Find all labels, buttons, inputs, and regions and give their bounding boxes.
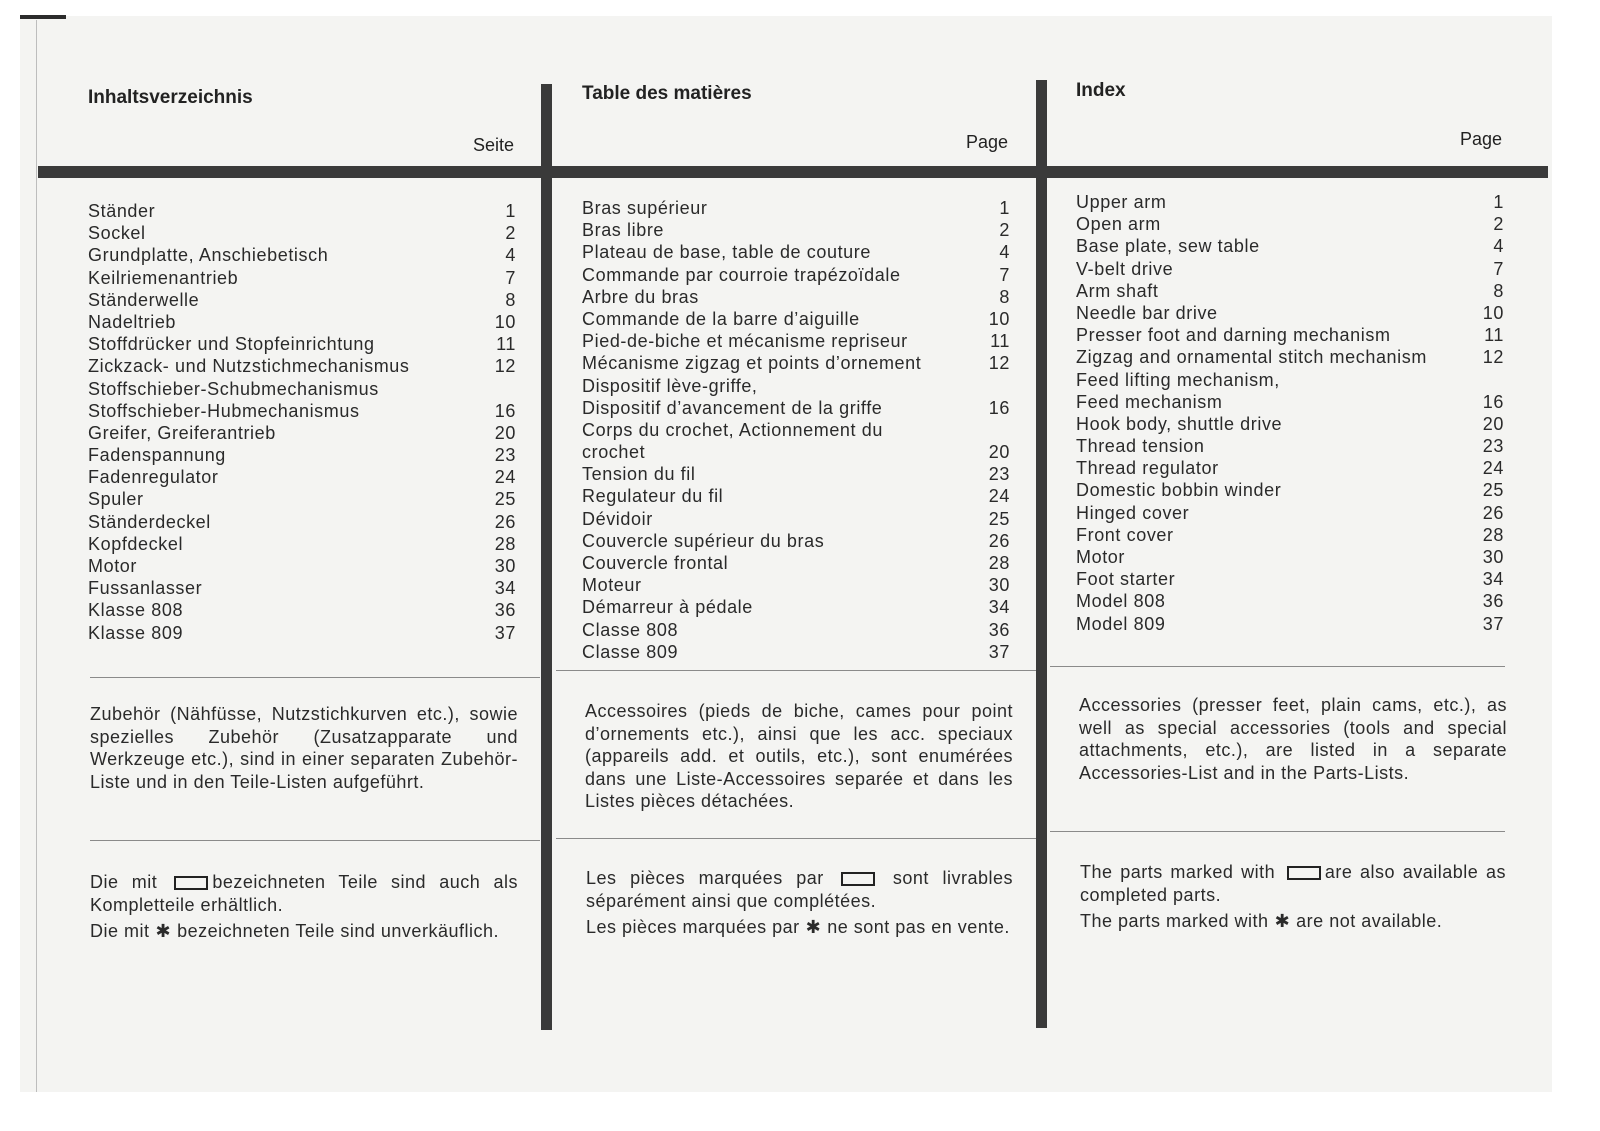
toc-entry-page: 4: [999, 242, 1010, 263]
toc-entry-title: Pied-de-biche et mécanisme repriseur: [582, 331, 908, 352]
toc-entry-title: Ständerdeckel: [88, 511, 211, 532]
page-edge-mark: [20, 15, 66, 19]
toc-entry: [88, 445, 516, 467]
toc-entry-title: Model 809: [1076, 613, 1166, 634]
toc-entry-page: 1: [505, 201, 516, 221]
toc-entry-page: 24: [988, 486, 1010, 507]
toc-entry-title: Base plate, sew table: [1076, 236, 1260, 257]
toc-entry-page: 7: [999, 264, 1010, 285]
toc-entry-page: 12: [494, 356, 516, 377]
parts-note-fr: [586, 867, 1013, 943]
toc-entry: [1076, 370, 1504, 392]
toc-entry: [582, 642, 1010, 664]
toc-entry-title: Regulateur du fil: [582, 486, 724, 507]
toc-entry-page: 24: [1482, 458, 1504, 479]
toc-entry: [582, 198, 1010, 220]
toc-entry-title: Arm shaft: [1076, 280, 1159, 301]
toc-entry-page: 10: [988, 308, 1010, 329]
toc-entry: [582, 486, 1010, 508]
toc-entry-title: Front cover: [1076, 524, 1174, 545]
toc-entry-page: 4: [505, 245, 516, 266]
toc-entry: [1076, 414, 1504, 436]
toc-entry-page: 20: [494, 422, 516, 443]
toc-entry-title: Grundplatte, Anschiebetisch: [88, 245, 329, 266]
toc-entry-page: 36: [988, 619, 1010, 640]
toc-entry-page: 26: [1482, 502, 1504, 523]
note-text: bezeichneten Teile sind unverkäuflich.: [177, 921, 499, 941]
not-available-star-icon: ✱: [805, 917, 822, 937]
toc-entry: [582, 287, 1010, 309]
toc-entry-page: 7: [505, 267, 516, 288]
toc-entry-title: Fussanlasser: [88, 578, 203, 599]
toc-entry-page: 8: [505, 289, 516, 310]
toc-entry-page: 23: [1482, 436, 1504, 457]
page-label-de: Seite: [472, 135, 514, 155]
toc-entry-page: 37: [988, 641, 1010, 662]
toc-entry-title: crochet: [582, 442, 646, 463]
page-edge-line: [36, 20, 37, 1092]
toc-entry-page: 25: [494, 489, 516, 510]
toc-entry-title: Couvercle supérieur du bras: [582, 530, 825, 551]
toc-entry: [88, 578, 516, 600]
toc-entry-title: Klasse 808: [88, 600, 184, 621]
toc-entry-page: 30: [494, 556, 516, 576]
toc-entry-title: Bras supérieur: [582, 198, 708, 218]
toc-entry: [88, 356, 516, 378]
toc-entry-title: Démarreur à pédale: [582, 597, 753, 618]
toc-entry-page: 30: [988, 575, 1010, 596]
toc-entry: [88, 201, 516, 223]
toc-entry-page: 11: [1484, 325, 1504, 346]
parts-note-de: [90, 871, 518, 947]
toc-entry: [88, 401, 516, 423]
toc-entry: [88, 379, 516, 401]
toc-entry: [88, 534, 516, 556]
separator-rule: [90, 840, 540, 841]
toc-entry: [88, 512, 516, 534]
toc-entry: [582, 265, 1010, 287]
toc-entry-title: Klasse 809: [88, 622, 184, 643]
toc-entry-page: 1: [999, 198, 1010, 218]
toc-entry: [1076, 192, 1504, 214]
toc-entry-page: 10: [1482, 302, 1504, 323]
toc-entry: [582, 597, 1010, 619]
not-available-star-icon: ✱: [1274, 911, 1291, 931]
toc-entry: [582, 553, 1010, 575]
toc-entry-page: 25: [1482, 480, 1504, 501]
toc-entry-title: Foot starter: [1076, 569, 1176, 590]
separator-rule: [1050, 831, 1505, 832]
toc-entry-page: 2: [1493, 214, 1504, 235]
toc-entry-title: Bras libre: [582, 220, 665, 241]
toc-entry-page: 7: [1493, 258, 1504, 279]
toc-entry: [88, 312, 516, 334]
toc-entry: [582, 531, 1010, 553]
toc-entry-page: 37: [1482, 613, 1504, 634]
toc-entry: [582, 442, 1010, 464]
toc-entry: [582, 509, 1010, 531]
toc-entry-title: Domestic bobbin winder: [1076, 480, 1282, 501]
toc-entry-title: Keilriemenantrieb: [88, 267, 239, 288]
toc-entry: [582, 376, 1010, 398]
toc-entry-page: 37: [494, 622, 516, 643]
toc-entry-page: 11: [990, 331, 1010, 352]
toc-entry: [1076, 236, 1504, 258]
complete-part-box-icon: [841, 872, 875, 886]
separator-rule: [556, 838, 1036, 839]
parts-note-en: [1080, 861, 1506, 937]
toc-entry-title: Open arm: [1076, 214, 1161, 235]
toc-entry-page: 28: [988, 553, 1010, 573]
toc-list-fr: [582, 198, 1010, 664]
column-heading-de: Inhaltsverzeichnis: [88, 87, 253, 108]
toc-entry: [582, 464, 1010, 486]
page-label-fr: Page: [965, 132, 1008, 152]
toc-entry-title: Classe 808: [582, 619, 679, 640]
toc-entry-page: 28: [494, 533, 516, 554]
toc-entry: [582, 353, 1010, 375]
toc-entry-page: 2: [505, 223, 516, 244]
accessories-paragraph-fr: Accessoires (pieds de biche, cames pour point d’ornements etc.), ainsi que les acc. speciaux (appareils add. et outils, etc.), sont enumérées dans une Liste-Accessoires separée et dans les Listes pièces détachées.: [585, 701, 1013, 811]
toc-entry: [1076, 303, 1504, 325]
toc-entry-page: 34: [1482, 569, 1504, 590]
toc-entry-title: Arbre du bras: [582, 286, 699, 307]
toc-entry: [1076, 325, 1504, 347]
toc-entry: [1076, 614, 1504, 636]
toc-entry-page: 30: [1482, 547, 1504, 567]
toc-entry-title: Presser foot and darning mechanism: [1076, 325, 1391, 346]
toc-entry-title: Hinged cover: [1076, 502, 1190, 523]
note-text: Die mit: [90, 921, 150, 941]
toc-entry: [1076, 347, 1504, 369]
toc-entry-page: 36: [494, 600, 516, 621]
toc-entry: [1076, 259, 1504, 281]
toc-list-de: [88, 201, 516, 645]
toc-entry: [88, 600, 516, 622]
separator-rule: [1050, 666, 1505, 667]
toc-entry-title: Needle bar drive: [1076, 302, 1218, 323]
toc-entry: [88, 556, 516, 578]
toc-entry-page: 23: [494, 445, 516, 466]
toc-entry: [1076, 458, 1504, 480]
toc-entry-title: Ständer: [88, 201, 156, 221]
column-divider-1: [541, 84, 552, 1030]
toc-entry-title: Thread tension: [1076, 436, 1205, 457]
toc-entry-title: Stoffschieber-Schubmechanismus: [88, 378, 379, 399]
toc-entry: [582, 242, 1010, 264]
toc-entry-page: 12: [1482, 347, 1504, 368]
toc-entry: [1076, 503, 1504, 525]
toc-entry-title: Hook body, shuttle drive: [1076, 413, 1283, 434]
toc-entry: [88, 623, 516, 645]
toc-entry: [1076, 547, 1504, 569]
toc-entry-page: 23: [988, 464, 1010, 485]
toc-entry-page: 26: [988, 530, 1010, 551]
note-text: ne sont pas en vente.: [827, 917, 1010, 937]
toc-entry-page: 20: [988, 442, 1010, 463]
complete-part-box-icon: [1287, 866, 1321, 880]
toc-entry-page: 16: [1482, 391, 1504, 412]
note-text: The parts marked with: [1080, 911, 1269, 931]
toc-entry-title: Zigzag and ornamental stitch mechanism: [1076, 347, 1427, 368]
toc-entry-page: 10: [494, 311, 516, 332]
toc-entry: [88, 489, 516, 511]
note-text: The parts marked with: [1080, 862, 1276, 882]
toc-entry-page: 12: [988, 353, 1010, 374]
toc-entry: [88, 423, 516, 445]
toc-entry-page: 2: [999, 220, 1010, 241]
note-text: are not available.: [1296, 911, 1443, 931]
toc-entry-page: 20: [1482, 413, 1504, 434]
toc-entry-page: 28: [1482, 524, 1504, 545]
toc-entry: [88, 334, 516, 356]
note-text: Les pièces marquées par: [586, 868, 824, 888]
column-heading-en: Index: [1076, 80, 1126, 101]
toc-entry: [582, 620, 1010, 642]
not-available-star-icon: ✱: [155, 921, 172, 941]
toc-entry: [1076, 436, 1504, 458]
toc-entry: [582, 420, 1010, 442]
toc-entry-title: Feed mechanism: [1076, 391, 1223, 412]
toc-entry-page: 16: [494, 400, 516, 421]
note-text: sont livrables séparément ainsi que complétées.: [586, 868, 1013, 911]
toc-entry: [1076, 569, 1504, 591]
toc-entry-title: Dispositif lève-griffe,: [582, 375, 758, 396]
toc-entry-title: Ständerwelle: [88, 289, 200, 310]
toc-entry-title: Thread regulator: [1076, 458, 1219, 479]
accessories-paragraph-en: Accessories (presser feet, plain cams, etc.), as well as special accessories (tools and special attachments, etc.), are listed in a separate Accessories-List and in the Parts-Lists.: [1079, 695, 1507, 783]
toc-entry: [88, 245, 516, 267]
toc-entry-title: V-belt drive: [1076, 258, 1174, 279]
toc-entry: [1076, 214, 1504, 236]
toc-entry-page: 34: [494, 578, 516, 599]
note-text: bezeichneten Teile sind auch als Kompletteile erhältlich.: [90, 872, 518, 915]
toc-entry-title: Feed lifting mechanism,: [1076, 369, 1280, 390]
toc-entry: [88, 290, 516, 312]
toc-entry-title: Motor: [88, 556, 138, 576]
toc-entry: [582, 331, 1010, 353]
toc-entry-title: Dispositif d’avancement de la griffe: [582, 397, 883, 418]
toc-entry: [88, 467, 516, 489]
toc-entry: [1076, 392, 1504, 414]
accessories-paragraph-de: Zubehör (Nähfüsse, Nutzstichkurven etc.), sowie spezielles Zubehör (Zusatzapparate und Werkzeuge etc.), sind in einer separaten Zubehör-Liste und in den Teile-Listen aufgeführt.: [90, 704, 518, 792]
toc-entry-title: Mécanisme zigzag et points d’ornement: [582, 353, 922, 374]
toc-entry-page: 4: [1493, 236, 1504, 257]
toc-entry-page: 36: [1482, 591, 1504, 612]
toc-entry: [582, 309, 1010, 331]
toc-entry-title: Sockel: [88, 223, 146, 244]
toc-entry-title: Motor: [1076, 547, 1126, 567]
note-text: are also available as completed parts.: [1080, 862, 1506, 905]
toc-entry-title: Plateau de base, table de couture: [582, 242, 871, 263]
toc-entry-title: Corps du crochet, Actionnement du: [582, 419, 883, 440]
toc-entry-page: 26: [494, 511, 516, 532]
toc-entry: [1076, 281, 1504, 303]
toc-entry: [88, 268, 516, 290]
toc-entry-title: Zickzack- und Nutzstichmechanismus: [88, 356, 410, 377]
toc-entry: [582, 220, 1010, 242]
page-label-en: Page: [1459, 129, 1502, 149]
toc-list-en: [1076, 192, 1504, 636]
toc-entry-page: 11: [496, 334, 516, 355]
toc-entry-page: 24: [494, 467, 516, 488]
toc-entry-page: 16: [988, 397, 1010, 418]
toc-entry: [582, 398, 1010, 420]
toc-entry-title: Fadenspannung: [88, 445, 226, 466]
toc-entry-title: Stoffdrücker und Stopfeinrichtung: [88, 334, 375, 355]
toc-entry: [1076, 525, 1504, 547]
toc-entry: [1076, 591, 1504, 613]
toc-entry: [88, 223, 516, 245]
toc-entry-title: Model 808: [1076, 591, 1166, 612]
toc-entry-page: 8: [1493, 280, 1504, 301]
toc-entry-title: Moteur: [582, 575, 642, 596]
complete-part-box-icon: [174, 876, 208, 890]
toc-entry-page: 34: [988, 597, 1010, 618]
toc-entry-page: 8: [999, 286, 1010, 307]
note-text: Les pièces marquées par: [586, 917, 800, 937]
toc-entry-title: Stoffschieber-Hubmechanismus: [88, 400, 360, 421]
toc-entry-title: Tension du fil: [582, 464, 696, 485]
toc-entry-title: Kopfdeckel: [88, 533, 184, 554]
toc-entry-title: Dévidoir: [582, 508, 653, 529]
header-divider-bar: [38, 166, 1548, 178]
toc-entry-title: Couvercle frontal: [582, 553, 729, 573]
toc-entry: [582, 575, 1010, 597]
separator-rule: [90, 677, 540, 678]
toc-entry-title: Upper arm: [1076, 192, 1167, 212]
column-heading-fr: Table des matières: [582, 83, 752, 104]
separator-rule: [556, 670, 1036, 671]
toc-entry-title: Commande par courroie trapézoïdale: [582, 264, 901, 285]
toc-entry-title: Greifer, Greiferantrieb: [88, 422, 276, 443]
toc-entry-page: 1: [1493, 192, 1504, 212]
toc-entry-page: 25: [988, 508, 1010, 529]
note-text: Die mit: [90, 872, 158, 892]
toc-entry: [1076, 480, 1504, 502]
toc-entry-title: Nadeltrieb: [88, 311, 177, 332]
toc-entry-title: Commande de la barre d’aiguille: [582, 308, 860, 329]
toc-entry-title: Classe 809: [582, 641, 679, 662]
column-divider-2: [1036, 80, 1047, 1028]
toc-entry-title: Fadenregulator: [88, 467, 219, 488]
toc-entry-title: Spuler: [88, 489, 144, 510]
